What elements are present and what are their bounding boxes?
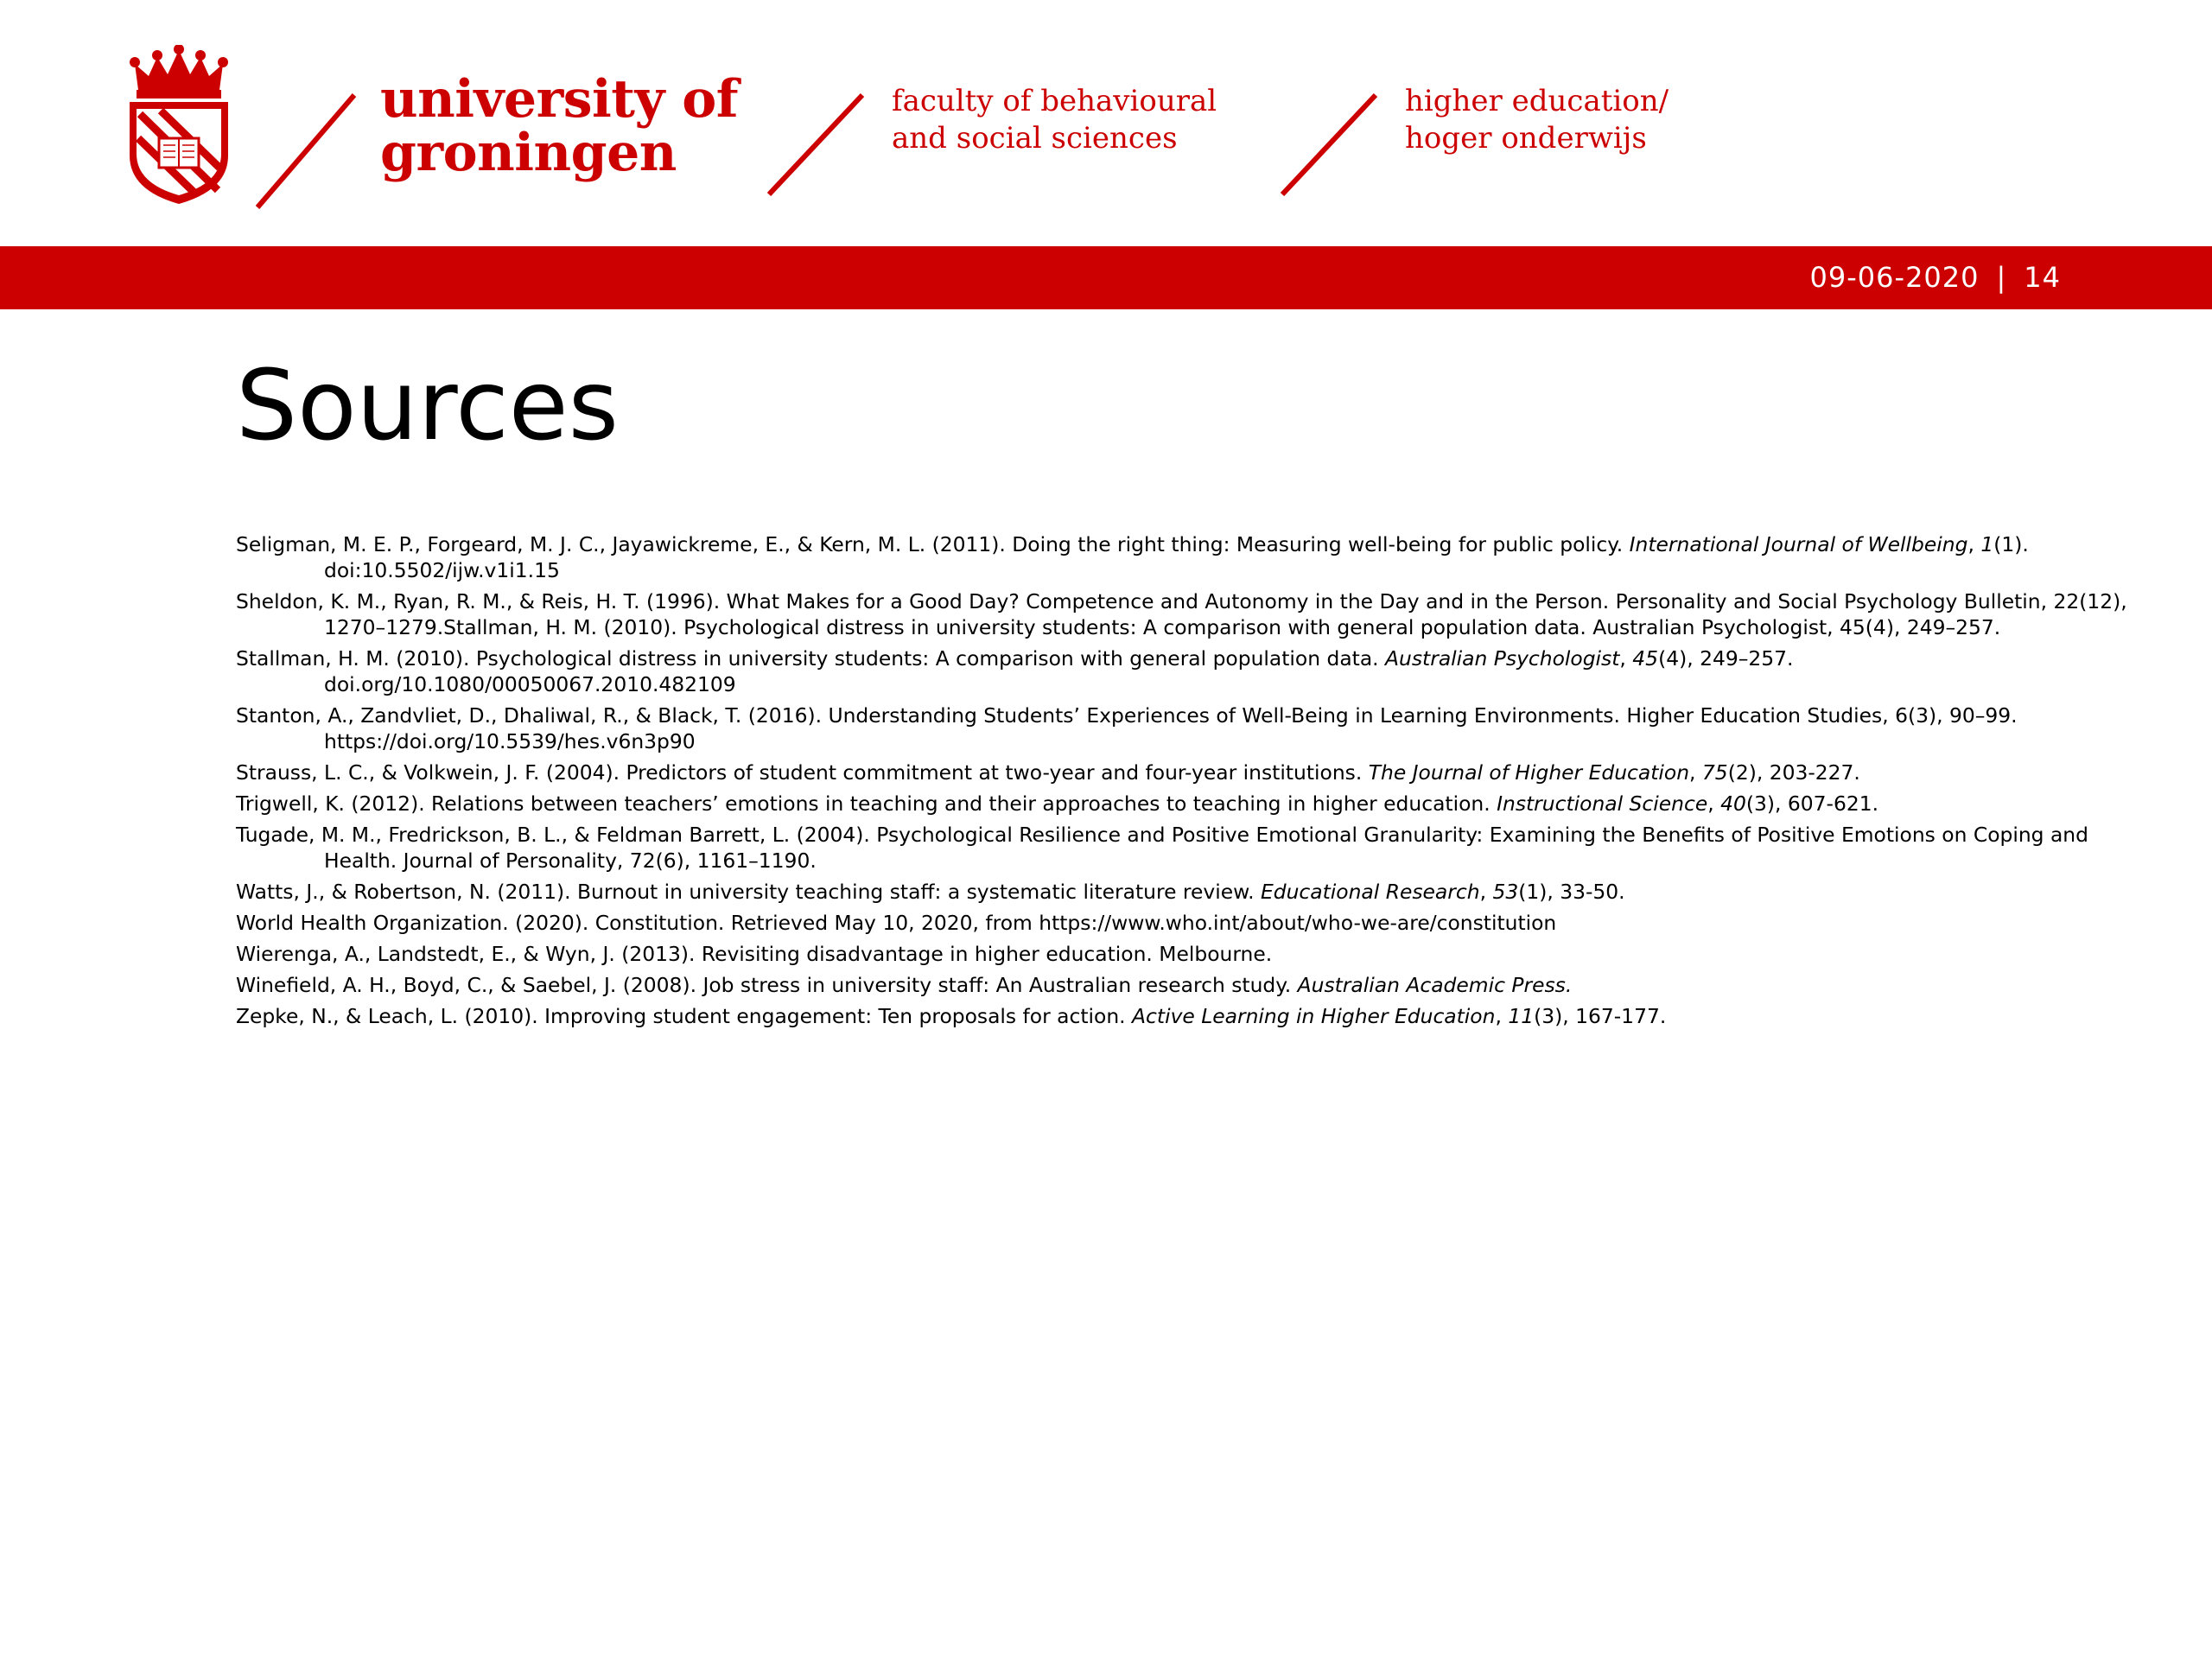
reference-list xyxy=(236,531,2137,1034)
reference-italic-text: The Journal of Higher Education xyxy=(1368,760,1690,785)
reference-item xyxy=(236,791,2137,817)
reference-item xyxy=(236,702,2137,754)
reference-text: Zepke, N., & Leach, L. (2010). Improving student engagement: Ten proposals for action. xyxy=(236,1004,1133,1028)
reference-italic-text: 45 xyxy=(1632,646,1659,671)
reference-text: Stallman, H. M. (2010). Psychological distress in university students: A comparison with general population data. xyxy=(236,646,1386,671)
reference-item xyxy=(236,531,2137,583)
reference-italic-text: 40 xyxy=(1720,791,1746,816)
reference-item xyxy=(236,1003,2137,1029)
reference-italic-text: 53 xyxy=(1492,880,1519,904)
reference-text: Winefield, A. H., Boyd, C., & Saebel, J. (2008). Job stress in university staff: An Australian research study. xyxy=(236,973,1298,997)
department-line-2: hoger onderwijs xyxy=(1405,121,1647,156)
reference-text: Tugade, M. M., Fredrickson, B. L., & Feldman Barrett, L. (2004). Psychological Resilience and Positive Emotional Granularity: Examining the Benefits of Positive Emotions on Coping and Health. Journal of Personality, 72(6), 1161–1190. xyxy=(236,823,2088,873)
reference-item xyxy=(236,645,2137,697)
reference-item xyxy=(236,588,2137,640)
reference-text: Watts, J., & Robertson, N. (2011). Burnout in university teaching staff: a systematic literature review. xyxy=(236,880,1261,904)
reference-italic-text: Instructional Science xyxy=(1497,791,1708,816)
department-line-1: higher education/ xyxy=(1405,84,1669,118)
reference-text: (1), 33-50. xyxy=(1518,880,1625,904)
reference-italic-text: 1 xyxy=(1980,532,1994,556)
divider-slash xyxy=(766,91,887,212)
reference-italic-text: Australian Psychologist xyxy=(1385,646,1620,671)
reference-item xyxy=(236,822,2137,874)
reference-text: , xyxy=(1619,646,1633,671)
slide-date: 09-06-2020 xyxy=(1809,261,1980,294)
reference-text: World Health Organization. (2020). Constitution. Retrieved May 10, 2020, from https://www.who.int/about/who-we-are/constitution xyxy=(236,911,1557,935)
reference-text: , xyxy=(1479,880,1493,904)
faculty-name xyxy=(892,83,1217,157)
reference-item xyxy=(236,910,2137,936)
slide-number: 14 xyxy=(2024,261,2061,294)
reference-italic-text: Active Learning in Higher Education xyxy=(1132,1004,1496,1028)
reference-text: , xyxy=(1707,791,1721,816)
meta-separator: | xyxy=(1996,261,2007,294)
reference-item xyxy=(236,879,2137,905)
reference-text: Seligman, M. E. P., Forgeard, M. J. C., Jayawickreme, E., & Kern, M. L. (2011). Doing the right thing: Measuring well-being for public policy. xyxy=(236,532,1630,556)
department-name xyxy=(1405,83,1669,157)
slide-header xyxy=(0,0,2212,246)
reference-text: (3), 167-177. xyxy=(1534,1004,1667,1028)
reference-text: , xyxy=(1689,760,1702,785)
reference-italic-text: 11 xyxy=(1508,1004,1535,1028)
university-crest-icon xyxy=(123,45,235,206)
reference-text: Stanton, A., Zandvliet, D., Dhaliwal, R., & Black, T. (2016). Understanding Students’ Experiences of Well-Being in Learning Environments. Higher Education Studies, 6(3), 90–99. https://doi.org/10.5539/hes.v6n3p90 xyxy=(236,703,2018,753)
reference-italic-text: Australian Academic Press. xyxy=(1297,973,1573,997)
reference-item xyxy=(236,760,2137,785)
reference-text: , xyxy=(1495,1004,1509,1028)
faculty-line-2: and social sciences xyxy=(892,121,1178,156)
reference-text: Strauss, L. C., & Volkwein, J. F. (2004). Predictors of student commitment at two-year and four-year institutions. xyxy=(236,760,1369,785)
reference-text: (4), 249–257. doi.org/10.1080/00050067.2010.482109 xyxy=(324,646,1794,696)
header-red-bar xyxy=(0,246,2212,309)
reference-text: Wierenga, A., Landstedt, E., & Wyn, J. (2013). Revisiting disadvantage in higher education. Melbourne. xyxy=(236,942,1273,966)
reference-text: , xyxy=(1967,532,1981,556)
slide-title: Sources xyxy=(236,350,620,462)
brand-line-1: university of xyxy=(380,69,739,130)
slide-meta xyxy=(1810,246,2061,309)
reference-text: Sheldon, K. M., Ryan, R. M., & Reis, H. T. (1996). What Makes for a Good Day? Competence and Autonomy in the Day and in the Person. Personality and Social Psychology Bulletin, 22(12), 1270–1279.Stallman, H. M. (2010). Psychological distress in university students: A comparison with general population data. Australian Psychologist, 45(4), 249–257. xyxy=(236,589,2127,639)
university-wordmark xyxy=(380,69,739,183)
brand-line-2: groningen xyxy=(380,123,677,183)
divider-slash xyxy=(252,91,373,212)
reference-italic-text: Educational Research xyxy=(1260,880,1480,904)
reference-text: (2), 203-227. xyxy=(1727,760,1860,785)
reference-text: (1). doi:10.5502/ijw.v1i1.15 xyxy=(324,532,2029,582)
reference-item xyxy=(236,972,2137,998)
reference-italic-text: 75 xyxy=(1701,760,1728,785)
faculty-line-1: faculty of behavioural xyxy=(892,84,1217,118)
reference-text: (3), 607-621. xyxy=(1745,791,1879,816)
divider-slash xyxy=(1279,91,1400,212)
reference-text: Trigwell, K. (2012). Relations between teachers’ emotions in teaching and their approaches to teaching in higher education. xyxy=(236,791,1497,816)
reference-item xyxy=(236,941,2137,967)
reference-italic-text: International Journal of Wellbeing xyxy=(1629,532,1968,556)
